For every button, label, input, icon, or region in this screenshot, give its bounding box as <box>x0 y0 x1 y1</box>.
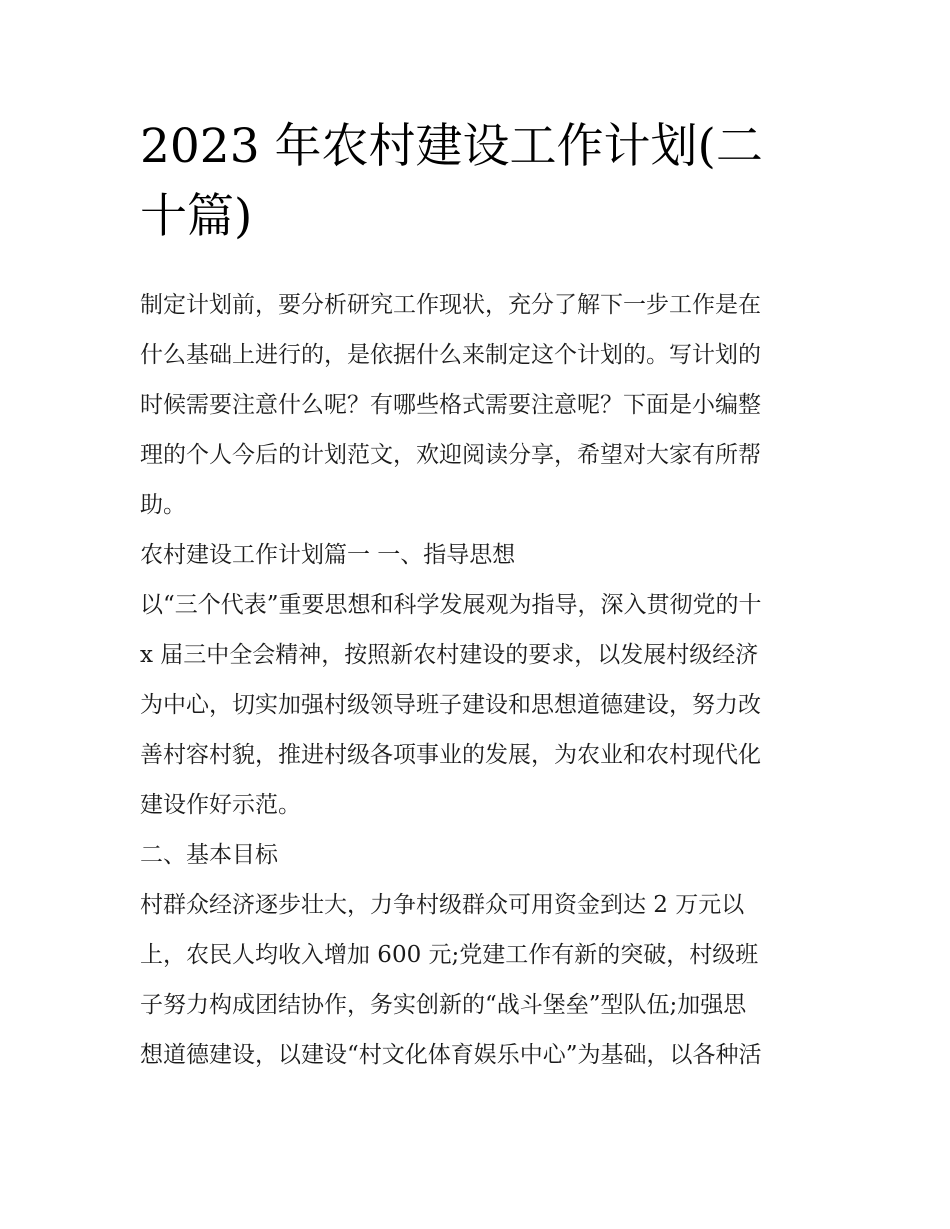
text-line: 农村建设工作计划篇一 一、指导思想 <box>140 542 516 568</box>
text-line: 什么基础上进行的，是依据什么来制定这个计划的。写计划的 <box>140 342 761 368</box>
text-line: 建设作好示范。 <box>140 792 301 818</box>
text-line: 二、基本目标 <box>140 842 278 868</box>
text-line: 子努力构成团结协作，务实创新的“战斗堡垒”型队伍;加强思 <box>140 992 747 1018</box>
basic-goals-paragraph <box>140 880 812 1080</box>
text-line: x 届三中全会精神，按照新农村建设的要求，以发展村级经济 <box>140 642 759 668</box>
document-content <box>140 112 812 1080</box>
text-line: 制定计划前，要分析研究工作现状，充分了解下一步工作是在 <box>140 292 761 318</box>
text-line: 村群众经济逐步壮大，力争村级群众可用资金到达 2 万元以 <box>140 892 745 918</box>
text-line: 助。 <box>140 492 186 518</box>
title-line: 十篇) <box>140 189 253 244</box>
intro-paragraph <box>140 280 812 530</box>
text-line: 以“三个代表”重要思想和科学发展观为指导，深入贯彻党的十 <box>140 592 762 618</box>
document-title <box>140 112 812 252</box>
guiding-thought-paragraph <box>140 580 812 830</box>
document-body <box>140 280 812 1080</box>
section-heading-basic-goals <box>140 830 812 880</box>
text-line: 时候需要注意什么呢？有哪些格式需要注意呢？下面是小编整 <box>140 392 761 418</box>
section-heading-guiding-thought <box>140 530 812 580</box>
text-line: 想道德建设，以建设“村文化体育娱乐中心”为基础，以各种活 <box>140 1042 762 1068</box>
text-line: 理的个人今后的计划范文，欢迎阅读分享，希望对大家有所帮 <box>140 442 761 468</box>
text-line: 上，农民人均收入增加 600 元;党建工作有新的突破，村级班 <box>140 942 759 968</box>
text-line: 为中心，切实加强村级领导班子建设和思想道德建设，努力改 <box>140 692 761 718</box>
title-line: 2023 年农村建设工作计划(二 <box>140 119 763 174</box>
text-line: 善村容村貌，推进村级各项事业的发展，为农业和农村现代化 <box>140 742 761 768</box>
